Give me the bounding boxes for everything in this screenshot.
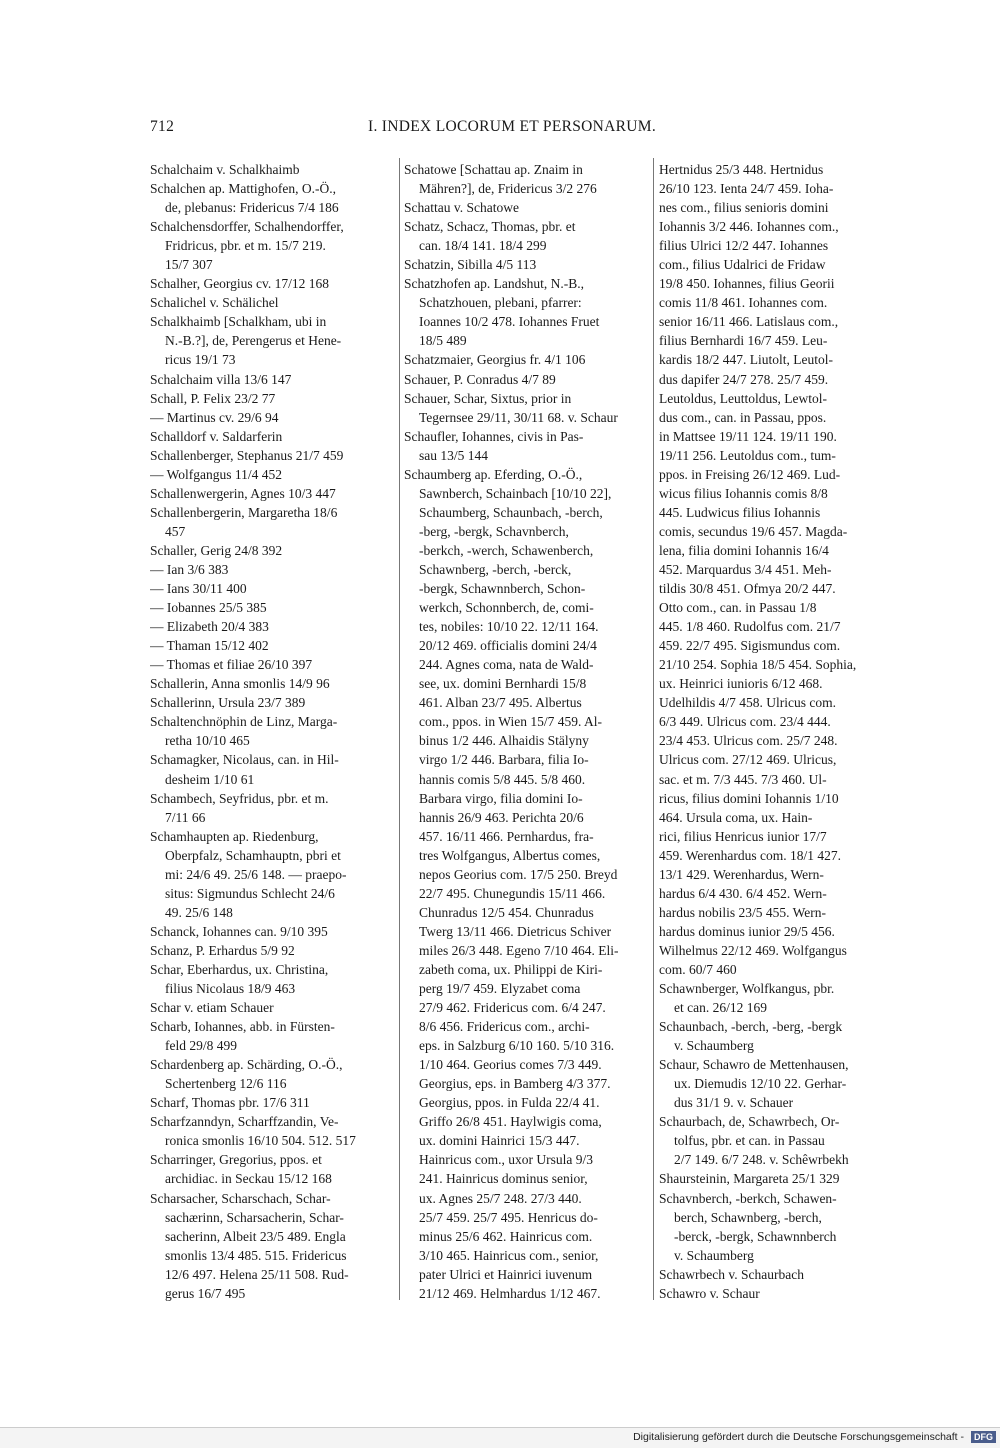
running-title: I. INDEX LOCORUM ET PERSONARUM. — [368, 118, 657, 135]
index-entry-line: com., filius Udalrici de Fridaw — [659, 257, 826, 273]
index-entry-line: Leutoldus, Leuttoldus, Lewtol- — [659, 390, 827, 406]
index-entry-line: 457 — [165, 523, 186, 539]
index-entry-line: 2/7 149. 6/7 248. v. Schêwrbekh — [674, 1152, 849, 1168]
index-entry-line: dus 31/1 9. v. Schauer — [674, 1095, 794, 1111]
index-entry-line: Schavnberch, -berkch, Schawen- — [659, 1190, 837, 1206]
index-entry-line: ronica smonlis 16/10 504. 512. 517 — [165, 1133, 356, 1149]
index-entry-line: hannis 26/9 463. Perichta 20/6 — [419, 809, 584, 825]
index-entry-line: filius Bernhardi 16/7 459. Leu- — [659, 333, 828, 349]
index-entry-line: Chunradus 12/5 454. Chunradus — [419, 904, 594, 920]
index-entry-line: situs: Sigmundus Schlecht 24/6 — [165, 885, 335, 901]
index-entry-line: Schambech, Seyfridus, pbr. et m. — [150, 790, 329, 806]
index-entry-line: v. Schaumberg — [674, 1038, 754, 1054]
index-entry-line: de, plebanus: Fridericus 7/4 186 — [165, 200, 339, 216]
index-entry-line: Schaurbach, de, Schawrbech, Or- — [659, 1114, 840, 1130]
index-entry-line: Schaufler, Iohannes, civis in Pas- — [404, 428, 584, 444]
index-entry-line: 8/6 456. Fridericus com., archi- — [419, 1019, 590, 1035]
column-divider — [653, 158, 654, 1300]
index-entry-line: tres Wolfgangus, Albertus comes, — [419, 847, 601, 863]
index-entry-line: Schawro v. Schaur — [659, 1285, 760, 1301]
index-entry-line: retha 10/10 465 — [165, 733, 250, 749]
index-entry-line: Schatzhofen ap. Landshut, N.-B., — [404, 276, 584, 292]
index-entry-line: Schaltenchnöphin de Linz, Marga- — [150, 714, 338, 730]
index-entry-line: Mähren?], de, Fridericus 3/2 276 — [419, 181, 597, 197]
index-entry-line: Schanck, Iohannes can. 9/10 395 — [150, 923, 328, 939]
index-entry-line: 1/10 464. Georius comes 7/3 449. — [419, 1057, 602, 1073]
index-entry-line: Schaur, Schawro de Mettenhausen, — [659, 1057, 849, 1073]
index-entry-line: 241. Hainricus dominus senior, — [419, 1171, 588, 1187]
index-entry-line: Schauer, P. Conradus 4/7 89 — [404, 371, 556, 387]
index-entry-line: Georgius, ppos. in Fulda 22/4 41. — [419, 1095, 600, 1111]
index-entry-line: — Wolfgangus 11/4 452 — [150, 466, 283, 482]
index-entry-line: Scharf, Thomas pbr. 17/6 311 — [150, 1095, 310, 1111]
index-entry-line: Schar, Eberhardus, ux. Christina, — [150, 961, 329, 977]
index-entry-line: 21/12 469. Helmhardus 1/12 467. — [419, 1285, 601, 1301]
index-entry-line: Schalchaim villa 13/6 147 — [150, 371, 292, 387]
index-entry-line: Scharsacher, Scharschach, Schar- — [150, 1190, 331, 1206]
index-entry-line: Schatz, Schacz, Thomas, pbr. et — [404, 219, 576, 235]
index-entry-line: 49. 25/6 148 — [165, 904, 233, 920]
index-entry-line: 461. Alban 23/7 495. Albertus — [419, 695, 582, 711]
index-entry-line: Schaumberg, Schaunbach, -berch, — [419, 504, 603, 520]
index-entry-line: -berg, -bergk, Schavnberch, — [419, 523, 569, 539]
index-entry-line: 13/1 429. Werenhardus, Wern- — [659, 866, 824, 882]
column-divider — [399, 158, 400, 1300]
index-entry-line: Schall, P. Felix 23/2 77 — [150, 390, 276, 406]
index-entry-line: dus dapifer 24/7 278. 25/7 459. — [659, 371, 829, 387]
index-entry-line: Schauer, Schar, Sixtus, prior in — [404, 390, 572, 406]
index-entry-line: Otto com., can. in Passau 1/8 — [659, 600, 817, 616]
index-entry-line: ppos. in Freising 26/12 469. Lud- — [659, 466, 841, 482]
footer-credit: Digitalisierung gefördert durch die Deutsche Forschungsgemeinschaft - — [633, 1431, 964, 1443]
index-entry-line: Schalchen ap. Mattighofen, O.-Ö., — [150, 181, 336, 197]
index-entry-line: Schallenwergerin, Agnes 10/3 447 — [150, 485, 336, 501]
index-entry-line: 27/9 462. Fridericus com. 6/4 247. — [419, 1000, 606, 1016]
index-entry-line: senior 16/11 466. Latislaus com., — [659, 314, 839, 330]
index-entry-line: gerus 16/7 495 — [165, 1285, 246, 1301]
index-entry-line: Schaller, Gerig 24/8 392 — [150, 542, 283, 558]
index-entry-line: Scharb, Iohannes, abb. in Fürsten- — [150, 1019, 335, 1035]
index-entry-line: Schertenberg 12/6 116 — [165, 1076, 287, 1092]
index-entry-line: sac. et m. 7/3 445. 7/3 460. Ul- — [659, 771, 827, 787]
index-entry-line: Shaursteinin, Margareta 25/1 329 — [659, 1171, 840, 1187]
index-entry-line: Scharringer, Gregorius, ppos. et — [150, 1152, 322, 1168]
index-entry-line: mi: 24/6 49. 25/6 148. — praepo- — [165, 866, 347, 882]
index-entry-line: Schallerinn, Ursula 23/7 389 — [150, 695, 306, 711]
index-entry-line: ricus 19/1 73 — [165, 352, 236, 368]
index-entry-line: archidiac. in Seckau 15/12 168 — [165, 1171, 332, 1187]
index-entry-line: Hainricus com., uxor Ursula 9/3 — [419, 1152, 593, 1168]
index-entry-line: 457. 16/11 466. Pernhardus, fra- — [419, 828, 594, 844]
index-entry-line: Oberpfalz, Schamhauptn, pbri et — [165, 847, 341, 863]
index-entry-line: — Iobannes 25/5 385 — [150, 600, 267, 616]
index-entry-line: ux. Agnes 25/7 248. 27/3 440. — [419, 1190, 582, 1206]
index-entry-line: 7/11 66 — [165, 809, 206, 825]
index-entry-line: see, ux. domini Bernhardi 15/8 — [419, 676, 587, 692]
index-entry-line: Schalchensdorffer, Schalhendorffer, — [150, 219, 344, 235]
index-entry-line: 244. Agnes coma, nata de Wald- — [419, 657, 594, 673]
index-entry-line: 19/8 450. Iohannes, filius Georii — [659, 276, 835, 292]
index-entry-line: et can. 26/12 169 — [674, 1000, 767, 1016]
index-entry-line: Schawnberger, Wolfkangus, pbr. — [659, 981, 835, 997]
index-entry-line: tildis 30/8 451. Ofmya 20/2 447. — [659, 581, 836, 597]
index-entry-line: in Mattsee 19/11 124. 19/11 190. — [659, 428, 837, 444]
index-entry-line: Barbara virgo, filia domini Io- — [419, 790, 583, 806]
index-entry-line: Udelhildis 4/7 458. Ulricus com. — [659, 695, 836, 711]
index-entry-line: sacherinn, Albeit 23/5 489. Engla — [165, 1228, 346, 1244]
index-entry-line: Schalldorf v. Saldarferin — [150, 428, 283, 444]
index-entry-line: zabeth coma, ux. Philippi de Kiri- — [419, 961, 603, 977]
index-entry-line: hannis comis 5/8 445. 5/8 460. — [419, 771, 586, 787]
index-entry-line: 22/7 495. Chunegundis 15/11 466. — [419, 885, 606, 901]
index-entry-line: v. Schaumberg — [674, 1247, 754, 1263]
index-entry-line: ricus, filius domini Iohannis 1/10 — [659, 790, 839, 806]
index-entry-line: 459. Werenhardus com. 18/1 427. — [659, 847, 842, 863]
index-entry-line: Schanz, P. Erhardus 5/9 92 — [150, 942, 295, 958]
index-entry-line: 15/7 307 — [165, 257, 213, 273]
index-entry-line: Schalher, Georgius cv. 17/12 168 — [150, 276, 330, 292]
index-entry-line: Schalichel v. Schälichel — [150, 295, 279, 311]
index-entry-line: Schallenberger, Stephanus 21/7 459 — [150, 447, 344, 463]
index-entry-line: can. 18/4 141. 18/4 299 — [419, 238, 547, 254]
index-entry-line: Schattau v. Schatowe — [404, 200, 519, 216]
page-number: 712 — [150, 118, 175, 135]
index-entry-line: Schar v. etiam Schauer — [150, 1000, 274, 1016]
index-entry-line: ux. Heinrici iunioris 6/12 468. — [659, 676, 823, 692]
index-column-1 — [150, 160, 393, 1303]
index-entry-line: Schatzmaier, Georgius fr. 4/1 106 — [404, 352, 586, 368]
index-entry-line: kardis 18/2 447. Liutolt, Leutol- — [659, 352, 833, 368]
index-entry-line: 18/5 489 — [419, 333, 467, 349]
index-entry-line: 464. Ursula coma, ux. Hain- — [659, 809, 813, 825]
index-entry-line: eps. in Salzburg 6/10 160. 5/10 316. — [419, 1038, 615, 1054]
index-entry-line: comis 11/8 461. Iohannes com. — [659, 295, 828, 311]
index-entry-line: Schawnberg, -berch, -berck, — [419, 561, 572, 577]
index-entry-line: 459. 22/7 495. Sigismundus com. — [659, 638, 841, 654]
index-entry-line: ux. Diemudis 12/10 22. Gerhar- — [674, 1076, 847, 1092]
index-entry-line: hardus dominus iunior 29/5 456. — [659, 923, 835, 939]
index-entry-line: filius Ulrici 12/2 447. Iohannes — [659, 238, 829, 254]
index-entry-line: lena, filia domini Iohannis 16/4 — [659, 542, 829, 558]
index-entry-line: smonlis 13/4 485. 515. Fridericus — [165, 1247, 347, 1263]
index-entry-line: Schaumberg ap. Eferding, O.-Ö., — [404, 466, 583, 482]
index-entry-line: wicus filius Iohannis comis 8/8 — [659, 485, 828, 501]
index-entry-line: nes com., filius senioris domini — [659, 200, 829, 216]
index-entry-line: 3/10 465. Hainricus com., senior, — [419, 1247, 599, 1263]
index-entry-line: Fridricus, pbr. et m. 15/7 219. — [165, 238, 326, 254]
index-entry-line: 19/11 256. Leutoldus com., tum- — [659, 447, 836, 463]
index-entry-line: sau 13/5 144 — [419, 447, 488, 463]
index-entry-line: hardus nobilis 23/5 455. Wern- — [659, 904, 827, 920]
index-entry-line: -berkch, -werch, Schawenberch, — [419, 542, 594, 558]
index-entry-line: com., ppos. in Wien 15/7 459. Al- — [419, 714, 602, 730]
index-entry-line: 445. 1/8 460. Rudolfus com. 21/7 — [659, 619, 841, 635]
index-entry-line: — Thomas et filiae 26/10 397 — [150, 657, 313, 673]
index-entry-line: Georgius, eps. in Bamberg 4/3 377. — [419, 1076, 611, 1092]
index-entry-line: N.-B.?], de, Perengerus et Hene- — [165, 333, 342, 349]
index-entry-line: 20/12 469. officialis domini 24/4 — [419, 638, 597, 654]
index-entry-line: Sawnberch, Schainbach [10/10 22], — [419, 485, 612, 501]
index-entry-line: 445. Ludwicus filius Iohannis — [659, 504, 821, 520]
index-entry-line: — Martinus cv. 29/6 94 — [150, 409, 279, 425]
index-entry-line: nepos Georius com. 17/5 250. Breyd — [419, 866, 618, 882]
index-entry-line: feld 29/8 499 — [165, 1038, 237, 1054]
index-entry-line: desheim 1/10 61 — [165, 771, 255, 787]
index-entry-line: 21/10 254. Sophia 18/5 454. Sophia, — [659, 657, 857, 673]
page-header — [150, 118, 680, 142]
index-entry-line: hardus 6/4 430. 6/4 452. Wern- — [659, 885, 827, 901]
index-entry-line: ux. domini Hainrici 15/3 447. — [419, 1133, 580, 1149]
index-entry-line: — Ians 30/11 400 — [150, 581, 247, 597]
index-entry-line: werkch, Schonnberch, de, comi- — [419, 600, 594, 616]
index-entry-line: minus 25/6 462. Hainricus com. — [419, 1228, 593, 1244]
index-entry-line: Wilhelmus 22/12 469. Wolfgangus — [659, 942, 847, 958]
index-entry-line: Ioannes 10/2 478. Iohannes Fruet — [419, 314, 600, 330]
index-entry-line: Schallenbergerin, Margaretha 18/6 — [150, 504, 338, 520]
index-entry-line: Scharfzanndyn, Scharffzandin, Ve- — [150, 1114, 339, 1130]
index-entry-line: Schawrbech v. Schaurbach — [659, 1266, 804, 1282]
index-entry-line: perg 19/7 459. Elyzabet coma — [419, 981, 581, 997]
index-entry-line: Iohannis 3/2 446. Iohannes com., — [659, 219, 839, 235]
index-entry-line: Schamagker, Nicolaus, can. in Hil- — [150, 752, 339, 768]
index-entry-line: sachærinn, Scharsacherin, Schar- — [165, 1209, 344, 1225]
index-entry-line: comis, secundus 19/6 457. Magda- — [659, 523, 848, 539]
index-entry-line: virgo 1/2 446. Barbara, filia Io- — [419, 752, 589, 768]
index-entry-line: tolfus, pbr. et can. in Passau — [674, 1133, 825, 1149]
index-entry-line: filius Nicolaus 18/9 463 — [165, 981, 296, 997]
index-entry-line: Schatowe [Schattau ap. Znaim in — [404, 162, 583, 177]
index-entry-line: dus com., can. in Passau, ppos. — [659, 409, 827, 425]
index-entry-line: tes, nobiles: 10/10 22. 12/11 164. — [419, 619, 599, 635]
index-entry-line: 6/3 449. Ulricus com. 23/4 444. — [659, 714, 831, 730]
index-entry-line: Schatzin, Sibilla 4/5 113 — [404, 257, 537, 273]
index-entry-line: Ulricus com. 27/12 469. Ulricus, — [659, 752, 837, 768]
index-entry-line: Schardenberg ap. Schärding, O.-Ö., — [150, 1057, 343, 1073]
index-entry-line: Schatzhouen, plebani, pfarrer: — [419, 295, 582, 311]
index-entry-line: — Ian 3/6 383 — [150, 561, 229, 577]
footer-bar — [0, 1427, 1000, 1448]
index-entry-line: Schaunbach, -berch, -berg, -bergk — [659, 1019, 843, 1035]
index-entry-line: 26/10 123. Ienta 24/7 459. Ioha- — [659, 181, 834, 197]
index-column-2 — [404, 160, 645, 1303]
index-entry-line: 12/6 497. Helena 25/11 508. Rud- — [165, 1266, 349, 1282]
index-entry-line: Schamhaupten ap. Riedenburg, — [150, 828, 319, 844]
index-entry-line: 25/7 459. 25/7 495. Henricus do- — [419, 1209, 598, 1225]
index-entry-line: -berck, -bergk, Schawnnberch — [674, 1228, 837, 1244]
index-entry-line: Twerg 13/11 466. Dietricus Schiver — [419, 923, 612, 939]
dfg-logo: DFG — [971, 1431, 996, 1443]
index-entry-line: — Elizabeth 20/4 383 — [150, 619, 269, 635]
index-entry-line: berch, Schawnberg, -berch, — [674, 1209, 822, 1225]
index-entry-line: — Thaman 15/12 402 — [150, 638, 269, 654]
index-entry-line: pater Ulrici et Hainrici iuvenum — [419, 1266, 593, 1282]
index-entry-line: 452. Marquardus 3/4 451. Meh- — [659, 561, 832, 577]
index-entry-line: rici, filius Henricus iunior 17/7 — [659, 828, 827, 844]
index-entry-line: Tegernsee 29/11, 30/11 68. v. Schaur — [419, 409, 618, 425]
index-entry-line: Schallerin, Anna smonlis 14/9 96 — [150, 676, 330, 692]
index-entry-line: com. 60/7 460 — [659, 961, 737, 977]
index-entry-line: Schalchaim v. Schalkhaimb — [150, 162, 300, 177]
index-entry-line: Hertnidus 25/3 448. Hertnidus — [659, 162, 824, 177]
index-column-3 — [659, 160, 900, 1303]
index-entry-line: Griffo 26/8 451. Haylwigis coma, — [419, 1114, 602, 1130]
index-entry-line: miles 26/3 448. Egeno 7/10 464. Eli- — [419, 942, 619, 958]
index-entry-line: 23/4 453. Ulricus com. 25/7 248. — [659, 733, 838, 749]
index-entry-line: -bergk, Schawnnberch, Schon- — [419, 581, 586, 597]
index-entry-line: binus 1/2 446. Alhaidis Stälyny — [419, 733, 589, 749]
index-entry-line: Schalkhaimb [Schalkham, ubi in — [150, 314, 327, 330]
